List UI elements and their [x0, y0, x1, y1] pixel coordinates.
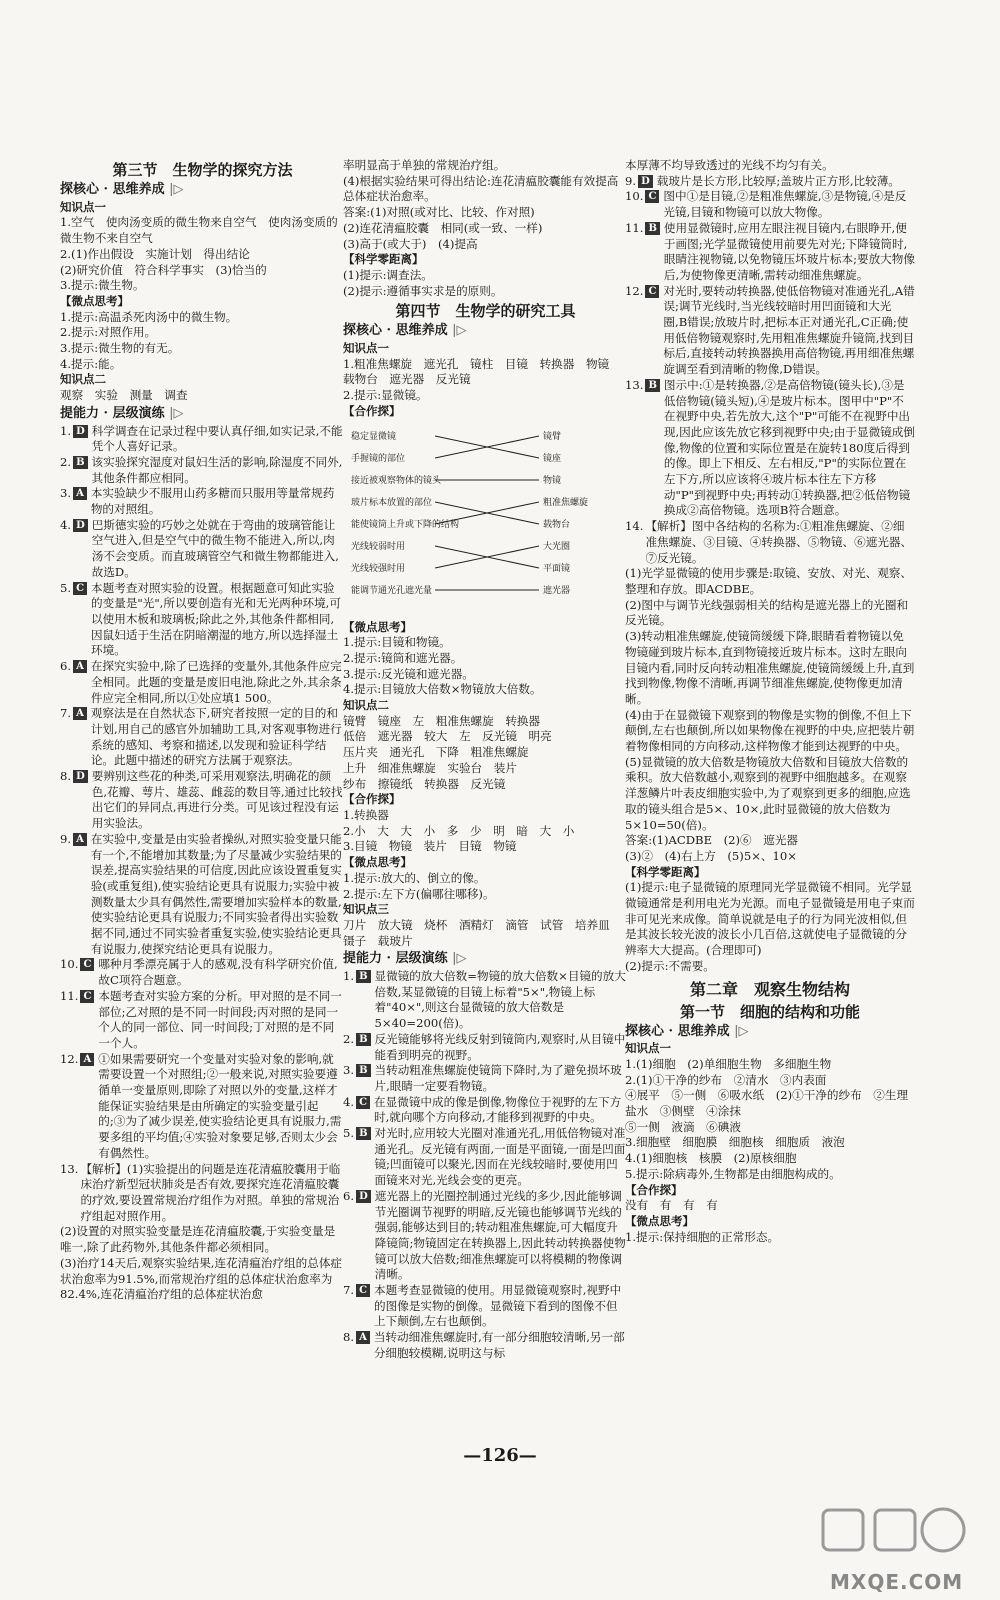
module-header — [625, 1024, 915, 1040]
answer-item — [60, 424, 345, 455]
item-number: 12. — [625, 283, 644, 298]
answer-item — [343, 969, 628, 1032]
item-number: 12. — [60, 1051, 79, 1066]
diagram-right-label: 镜座 — [543, 453, 562, 464]
module-header — [343, 951, 628, 967]
knowledge-point-title: 知识点三 — [343, 902, 389, 917]
answer-item — [625, 519, 915, 566]
diagram-right-label: 物镜 — [543, 475, 562, 486]
analysis-lines — [625, 566, 915, 864]
item-number: 11. — [60, 988, 79, 1003]
diagram-left-label: 接近被观察物体的镜头 — [351, 475, 442, 486]
micro-thinking-tag: 【微点思考】 — [343, 855, 412, 870]
answer-badge: C — [645, 285, 659, 298]
answer-item — [343, 1063, 628, 1094]
diagram-right-label: 载物台 — [543, 519, 571, 530]
text-line: (4)根据实验结果可得出结论:连花清瘟胶囊能有效提高总体症状治愈率。 — [343, 173, 619, 204]
answer-badge: D — [73, 770, 88, 783]
answer-badge: A — [356, 1331, 370, 1344]
text-line: 率明显高于单独的常规治疗组。 — [343, 158, 506, 172]
cooperation-tag: 【合作探】 — [343, 403, 401, 418]
text-line: 1.(1)细胞 (2)单细胞生物 多细胞生物 — [625, 1056, 832, 1071]
diagram-left-label: 能调节通光孔遮光量 — [351, 585, 433, 596]
item-text: 载玻片是长方形,比较厚;盖玻片正方形,比较薄。 — [656, 173, 900, 188]
text-line: 1.粗准焦螺旋 遮光孔 镜柱 目镜 转换器 物镜 载物台 遮光器 反光镜 — [343, 356, 621, 387]
item-number: 2. — [60, 454, 72, 469]
module-header — [343, 323, 628, 339]
answer-badge: C — [73, 582, 87, 595]
item-text: 使用显微镜时,应用左眼注视目镜内,右眼睁开,便于画图;光学显微镜使用前要先对光;下降镜筒时,眼睛注视物镜,以免物镜压坏玻片标本;要放大物像后,为使物像更清晰,需转动细准焦螺旋。 — [663, 220, 915, 282]
text-line: (2)连花清瘟胶囊 相同(或一致、一样) — [343, 220, 543, 235]
item-text: 图示中:①是转换器,②是高倍物镜(镜头长),③是低倍物镜(镜头短),④是玻片标本。图甲中"P"不在视野中央,若先放大,这个"P"可能不在视野中出现,因此应该先放它移到视野中央;由于显微镜成倒像,物像的位置和实际位置是在旋转180度后得到的像。即上下相反、左右相反,"P"的实际位置在左下方,所以应该将④玻片标本往左下方移动"P"到视野中央;再转动①转换器,把②低倍物镜换成②高倍物镜。选项B符合题意。 — [663, 377, 915, 518]
item-text: 当转动粗准焦螺旋使镜筒下降时,为了避免损坏玻片,眼睛一定要看物镜。 — [374, 1063, 622, 1093]
column-right — [625, 158, 915, 1245]
arrow-icon: |▷ — [452, 323, 467, 339]
page-number-value: 126 — [481, 1445, 519, 1466]
text-line: 纱布 擦镜纸 转换器 反光镜 — [343, 776, 506, 791]
answer-item — [343, 1126, 628, 1189]
item-number: 13. — [60, 1161, 79, 1176]
answer-item — [60, 455, 345, 486]
answer-item — [60, 486, 345, 517]
text-line: 1.提示:高温杀死肉汤中的微生物。 — [60, 309, 238, 324]
diagram-right-label: 粗准焦螺旋 — [543, 497, 589, 508]
text-line: (3)转动粗准焦螺旋,使镜筒缓缓下降,眼睛看着物镜以免物镜碰到玻片标本,直到物镜接近玻片标本。这时左眼向目镜内看,同时反向转动粗准焦螺旋,使镜筒缓缓上升,直到找到物像,物像不清晰,再调节细准焦螺旋,使物像更加清晰。 — [625, 629, 915, 706]
column-left — [60, 158, 345, 1303]
column-middle — [343, 158, 628, 1362]
micro-thinking-tag: 【微点思考】 — [625, 1214, 694, 1228]
text-line: 2.提示:对照作用。 — [60, 325, 157, 340]
text-line: 刀片 放大镜 烧杯 酒精灯 滴管 试管 培养皿 镊子 载玻片 — [343, 917, 622, 948]
answer-items — [625, 174, 915, 567]
diagram-right-label: 平面镜 — [543, 563, 571, 574]
answer-badge: B — [356, 970, 370, 983]
answer-item — [60, 1052, 345, 1162]
text-line: 4.提示:目镜放大倍数×物镜放大倍数。 — [343, 682, 542, 697]
answer-badge: C — [80, 958, 94, 971]
micro-thinking-lines — [343, 871, 628, 902]
item-text: 当转动细准焦螺旋时,有一部分细胞较清晰,另一部分细胞较模糊,说明这与标 — [373, 1330, 625, 1360]
item-number: 7. — [343, 1283, 355, 1298]
diagram-left-label: 光线较强时用 — [351, 563, 406, 574]
kp1-lines — [60, 215, 345, 294]
answer-badge: B — [645, 222, 659, 235]
item-text: 对光时,应用较大光圈对准通光孔,用低倍物镜对准通光孔。反光镜有两面,一面是平面镜,一面是凹面镜;凹面镜可以聚光,因而在光线较暗时,要使用凹面镜来对光,光线会变的更亮。 — [374, 1126, 626, 1188]
answer-item — [60, 989, 345, 1052]
text-line: (2)设置的对照实验变量是连花清瘟胶囊,于实验变量是唯一,除了此药物外,其他条件都必须相同。 — [60, 1224, 336, 1255]
item-number: 7. — [60, 706, 72, 721]
item-number: 4. — [60, 517, 72, 532]
answer-badge: A — [73, 833, 87, 846]
text-line: 5.提示:除病毒外,生物都是由细胞构成的。 — [625, 1166, 841, 1181]
kp3-lines — [343, 918, 628, 949]
micro-thinking-lines — [343, 635, 628, 698]
text-line: 2.提示:显微镜。 — [343, 388, 428, 403]
chapter-title: 第二章 观察生物结构 — [689, 979, 850, 999]
text-line: (1)提示:电子显微镜的原理同光学显微镜不相同。光学显微镜通常是利用电光为光源。而电子显微镜是用电子束而非可见光来成像。简单说就是电子的行为同光波相似,但是其波长较光波的波长小几百倍,这就使电子显微镜的分辨率大大提高。(合理即可) — [625, 880, 915, 958]
item-text: 科学调查在记录过程中要认真仔细,如实记录,不能凭个人喜好记录。 — [91, 423, 343, 454]
item-number: 8. — [60, 769, 72, 784]
diagram-left-label: 稳定显微镜 — [351, 431, 397, 442]
text-line: (3)高于(或大于) (4)提高 — [343, 236, 478, 251]
item-text: 该实验探究湿度对鼠妇生活的影响,除湿度不同外,其他条件都应相同。 — [91, 454, 343, 485]
text-line: (2)提示:遵循事实求是的原则。 — [343, 283, 503, 298]
item-text: 本题考查对照实验的设置。根据题意可知此实验的变量是"光",所以要创造有光和无光两种环境,可以使用木板和玻璃板;除此之外,其他条件都相同,因鼠妇适于生活在阴暗潮湿的地方,所以选择湿土环境。 — [91, 580, 341, 658]
knowledge-point-title: 知识点一 — [625, 1041, 671, 1056]
item-text: 对光时,要转动转换器,使低倍物镜对准通光孔,A错误;调节光线时,当光线较暗时用凹面镜和大光圈,B错误;放玻片时,把标本正对通光孔,C正确;使用低倍物镜观察时,先用粗准焦螺旋升镜筒,找到目标后,直接转动转换器换用高倍物镜,再用细准焦螺旋调至看到清晰的物像,D错误。 — [663, 283, 915, 377]
text-line: (5)显微镜的放大倍数是物镜放大倍数和目镜放大倍数的乘积。放大倍数越小,观察到的视野中细胞越多。在观察洋葱鳞片叶表皮细胞实验中,为了观察到更多的细胞,应选取的镜头组合是5×、10×,此时显微镜的放大倍数为5×10=50(倍)。 — [625, 754, 911, 832]
micro-thinking-tag: 【微点思考】 — [60, 293, 129, 308]
item-text: ①如果需要研究一个变量对实验对象的影响,就需要设置一个对照组;②一般来说,对照实验要遵循单一变量原则,即除了对照以外的变量,这样才能保证实验结果是由所确定的实验变量引起的;③为了减少误差,使实验结论更具有说服力,需要多组的平均值;④实验对象要足够,否则太少会有偶然性。 — [98, 1051, 342, 1160]
answer-item — [625, 284, 915, 378]
text-line: 压片夹 通光孔 下降 粗准焦螺旋 — [343, 745, 529, 760]
matching-diagram — [343, 426, 628, 616]
text-line: 2.(1)作出假设 实施计划 得出结论 — [60, 246, 250, 261]
answer-badge: B — [645, 379, 659, 392]
text-line: 1.空气 使肉汤变质的微生物来自空气 使肉汤变质的微生物不来自空气 — [60, 215, 338, 246]
science-lines — [625, 880, 915, 974]
item-text: 本题考查对实验方案的分析。甲对照的是不同一部位;乙对照的是不同一时间段;丙对照的是同一个人的同一部位、同一时间段;丁对照的是不同一个人。 — [98, 988, 342, 1050]
kp2-lines — [343, 714, 628, 793]
micro-thinking-lines — [625, 1230, 915, 1246]
item-number: 5. — [343, 1126, 355, 1141]
text-line: 1.转换器 — [343, 807, 389, 822]
continued-lines — [625, 158, 915, 174]
answer-item — [625, 174, 915, 190]
knowledge-point-title: 知识点一 — [343, 341, 389, 356]
science-tag: 【科学零距离】 — [343, 252, 424, 267]
answer-badge: A — [73, 660, 87, 673]
answer-item — [60, 659, 345, 706]
module-header — [60, 406, 345, 422]
answer-item — [60, 832, 345, 958]
answer-item — [60, 706, 345, 769]
text-line: (2)研究价值 符合科学事实 (3)恰当的 — [60, 262, 267, 277]
text-line: 答案:(1)ACDBE (2)⑥ 遮光器 — [625, 833, 799, 848]
text-line: 1.提示:放大的、倒立的像。 — [343, 870, 486, 885]
text-line: (2)提示:不需要。 — [625, 958, 715, 973]
science-tag: 【科学零距离】 — [625, 864, 706, 879]
item-number: 1. — [343, 969, 355, 984]
module-header-text: 探核心 · 思维养成 — [60, 182, 165, 197]
answer-item — [343, 1032, 628, 1063]
item-number: 4. — [343, 1094, 355, 1109]
text-line: (2)图中与调节光线强弱相关的结构是遮光器上的光圈和反光镜。 — [625, 597, 909, 628]
kp2-line: 观察 实验 测量 调查 — [60, 388, 188, 403]
item-number: 9. — [60, 831, 72, 846]
answer-item — [343, 1189, 628, 1283]
module-header-text: 提能力 · 层级演练 — [60, 405, 165, 421]
text-line: (1)光学显微镜的使用步骤是:取镜、安放、对光、观察、整理和存放。即ACDBE。 — [625, 566, 912, 596]
section-title: 第一节 细胞的结构和功能 — [679, 1002, 860, 1021]
answer-badge: D — [638, 175, 653, 188]
item-text: 遮光器上的光圈控制通过光线的多少,因此能够调节光圈调节视野的明暗,反光镜也能够调节光线的强弱,能够达到目的;转动粗准焦螺旋,可大幅度升降镜筒;物镜固定在转换器上,因此转动转换器使物镜可以放大倍数;细准焦螺旋可以将模糊的物像调清晰。 — [374, 1188, 626, 1282]
answer-item — [60, 957, 345, 988]
item-text: 巴斯德实验的巧妙之处就在于弯曲的玻璃管能让空气进入,但是空气中的微生物不能进入,所以,肉汤不会变质。而直玻璃管空气和微生物都能进入,故选D。 — [91, 517, 339, 579]
answer-badge: D — [73, 425, 88, 438]
answer-badge: B — [73, 456, 87, 469]
item-text: 要辨别这些花的种类,可采用观察法,明确花的颜色,花瓣、萼片、雄蕊、雌蕊的数目等,通过比较找出它们的异同点,再进行分类。可见该过程没有运用实验法。 — [91, 769, 343, 831]
answer-items — [343, 969, 628, 1362]
micro-thinking-tag: 【微点思考】 — [343, 619, 412, 634]
answer-item — [60, 581, 345, 660]
cooperation-line: 没有 有 有 有 — [625, 1198, 718, 1213]
item-number: 5. — [60, 580, 72, 595]
text-line: 2.提示:镜筒和遮光器。 — [343, 650, 463, 665]
text-line: (1)提示:调查法。 — [343, 267, 433, 282]
arrow-icon: |▷ — [169, 405, 184, 421]
answer-badge: C — [356, 1096, 370, 1109]
text-line: 3.目镜 物镜 装片 目镜 物镜 — [343, 839, 517, 854]
cooperation-tag: 【合作探】 — [343, 792, 401, 807]
answer-item — [60, 518, 345, 581]
text-line: ⑤一侧 液滴 ⑥碘液 — [625, 1119, 741, 1134]
item-number: 9. — [625, 173, 637, 188]
answer-item — [60, 1162, 345, 1225]
answer-items — [60, 424, 345, 1225]
answer-badge: B — [356, 1033, 370, 1046]
answer-badge: C — [80, 990, 94, 1003]
item-number: 13. — [625, 377, 644, 392]
answer-badge: A — [73, 707, 87, 720]
knowledge-point-title: 知识点二 — [343, 698, 389, 713]
arrow-icon: |▷ — [734, 1023, 749, 1039]
diagram-right-label: 镜臂 — [543, 431, 562, 442]
text-line: (4)由于在显微镜下观察到的物像是实物的倒像,不但上下颠倒,左右也颠倒,所以如果物像在视野的中央,应把装片朝着物像相同的方向移动,这样物像才能到达视野的中央。 — [625, 707, 915, 754]
kp1-lines — [625, 1057, 915, 1183]
answer-item — [343, 1330, 628, 1361]
text-line: 2.(1)①干净的纱布 ②清水 ③内表面 — [625, 1072, 827, 1087]
item-text: 本实验缺少不服用山药多糖而只服用等量常规药物的对照组。 — [90, 486, 335, 517]
item-number: 10. — [625, 189, 644, 204]
item-text: 反光镜能够将光线反射到镜筒内,观察时,从目镜中能看到明亮的视野。 — [374, 1031, 626, 1062]
diagram-left-label: 手握镜的部位 — [351, 453, 406, 464]
text-line: ④展平 ⑤一侧 ⑥吸水纸 (2)①干净的纱布 ②生理盐水 ③侧壁 ④涂抹 — [625, 1088, 909, 1119]
item-text: 图中①是目镜,②是粗准焦螺旋,③是物镜,④是反光镜,目镜和物镜可以放大物像。 — [663, 189, 907, 220]
continued-lines — [343, 158, 628, 252]
text-line: 本厚薄不均导致透过的光线不均匀有关。 — [625, 158, 834, 172]
item-text: 哪种月季漂亮属于人的感观,没有科学研究价值,故C项符合题意。 — [98, 957, 338, 988]
text-line: 1.提示:目镜和物镜。 — [343, 635, 451, 650]
kp1-lines — [343, 357, 628, 404]
section-title: 第三节 生物学的探究方法 — [112, 161, 293, 179]
text-line: 2.提示:左下方(偏哪往哪移)。 — [343, 886, 495, 901]
item-text: 在实验中,变量是由实验者操纵,对照实验变量只能有一个,不能增加其数量;为了尽量减少实验结果的误差,提高实验结果的可信度,因此应该设置重复实验(或重复组),使实验结论更具有说服力;实验中被测数量太少具有偶然性,需要增加实验样本的数量,使实验结论更具有说服力;不同实验者得出实验数据不同,通过不同实验者重复实验,使实验结论更具有说服力,使探究结论更具有说服力。 — [90, 831, 342, 956]
answer-badge: D — [73, 519, 88, 532]
item-text: 本题考查显微镜的使用。用显微镜观察时,视野中的图像是实物的倒像。显微镜下看到的图像不但上下颠倒,左右也颠倒。 — [374, 1283, 622, 1329]
item-number: 8. — [343, 1330, 355, 1345]
answer-badge: B — [356, 1127, 370, 1140]
answer-badge: A — [73, 487, 87, 500]
micro-thinking-lines — [60, 310, 345, 373]
item-text: 在显微镜中成的像是倒像,物像位于视野的左下方时,就向哪个方向移动,才能移到视野的中央。 — [374, 1094, 622, 1125]
diagram-left-label: 能使镜筒上升或下降的结构 — [351, 519, 460, 530]
text-line: 镜臂 镜座 左 粗准焦螺旋 转换器 — [343, 713, 541, 728]
answer-badge: C — [645, 190, 659, 203]
text-line: 3.提示:微生物的有无。 — [60, 341, 180, 356]
module-header-text: 提能力 · 层级演练 — [343, 951, 448, 967]
diagram-right-label: 大光圈 — [543, 541, 571, 552]
item-number: 11. — [625, 220, 644, 235]
module-header-text: 探核心 · 思维养成 — [343, 323, 448, 339]
item-text: 在探究实验中,除了已选择的变量外,其他条件应完全相同。此题的变量是废旧电池,除此之外,其余条件应完全相同,所以①处应填1 500。 — [90, 659, 342, 705]
item-text: 【解析】图中各结构的名称为:①粗准焦螺旋、②细准焦螺旋、③目镜、④转换器、⑤物镜、⑥遮光器、⑦反光镜。 — [645, 519, 913, 565]
science-lines — [343, 268, 628, 299]
diagram-right-label: 遮光器 — [543, 585, 571, 596]
answer-badge: B — [356, 1064, 370, 1077]
module-header-text: 探核心 · 思维养成 — [625, 1023, 730, 1039]
text-line: (3)治疗14天后,观察实验结果,连花清瘟治疗组的总体症状治愈率为91.5%,而常规治疗组的总体症状治愈率为82.4%,连花清瘟治疗组的总体症状治愈 — [60, 1255, 343, 1302]
section-title: 第四节 生物学的研究工具 — [395, 302, 576, 321]
answer-item — [625, 189, 915, 220]
answer-item — [60, 769, 345, 832]
item-number: 6. — [60, 659, 72, 674]
text-line: 答案:(1)对照(或对比、比较、作对照) — [343, 205, 535, 220]
item-text: 观察法是在自然状态下,研究者按照一定的目的和计划,用自己的感官外加辅助工具,对客观事物进行系统的感知、考察和描述,以发现和验证科学结论。此题中描述的研究方法属于观察法。 — [90, 706, 342, 768]
answer-badge: A — [80, 1053, 94, 1066]
item-text: 显微镜的放大倍数=物镜的放大倍数×目镜的放大倍数,某显微镜的目镜上标着"5×",物镜上标着"40×",则这台显微镜的放大倍数是5×40=200(倍)。 — [374, 969, 626, 1031]
answer-badge: D — [356, 1190, 371, 1203]
arrow-icon: |▷ — [169, 182, 184, 197]
item-number: 3. — [60, 486, 72, 501]
knowledge-point-title: 知识点一 — [60, 199, 106, 214]
text-line: 3.提示:反光镜和遮光器。 — [343, 666, 474, 681]
module-header — [60, 182, 345, 198]
watermark-site: MXQE.COM — [830, 1570, 964, 1594]
cooperation-lines — [343, 808, 628, 855]
knowledge-point-title: 知识点二 — [60, 372, 106, 387]
answer-badge: C — [356, 1284, 370, 1297]
text-line: 低倍 遮光器 较大 左 反光镜 明亮 — [343, 729, 552, 744]
item-number: 1. — [60, 423, 72, 438]
text-line: 3.提示:微生物。 — [60, 278, 145, 293]
text-line: 上升 细准焦螺旋 实验台 装片 — [343, 760, 517, 775]
diagram-left-label: 光线较弱时用 — [351, 541, 406, 552]
answer-item — [625, 221, 915, 284]
item-number: 3. — [343, 1063, 355, 1078]
text-line: 3.细胞壁 细胞膜 细胞核 细胞质 液泡 — [625, 1135, 845, 1150]
text-line: (3)② (4)右上方 (5)5×、10× — [625, 848, 797, 863]
tail-lines — [60, 1224, 345, 1303]
item-number: 6. — [343, 1188, 355, 1203]
answer-item — [343, 1283, 628, 1330]
text-line: 1.提示:保持细胞的正常形态。 — [625, 1229, 780, 1244]
answer-item — [343, 1095, 628, 1126]
item-number: 2. — [343, 1031, 355, 1046]
text-line: 2.小 大 大 小 多 少 明 暗 大 小 — [343, 823, 575, 838]
answer-item — [625, 378, 915, 519]
page-number: —126— — [463, 1445, 537, 1466]
item-text: 【解析】(1)实验提出的问题是连花清瘟胶囊用于临床治疗新型冠状肺炎是否有效,要探究连花清瘟胶囊的疗效,要设置常规治疗组作为对照。单独的常规治疗组起对照作用。 — [80, 1161, 341, 1223]
cooperation-tag: 【合作探】 — [625, 1182, 683, 1197]
arrow-icon: |▷ — [452, 951, 467, 967]
item-number: 14. — [625, 519, 644, 534]
text-line: 4.提示:能。 — [60, 356, 122, 371]
diagram-left-label: 玻片标本放置的部位 — [351, 497, 433, 508]
item-number: 10. — [60, 957, 79, 972]
text-line: 4.(1)细胞核 核膜 (2)原核细胞 — [625, 1151, 797, 1166]
